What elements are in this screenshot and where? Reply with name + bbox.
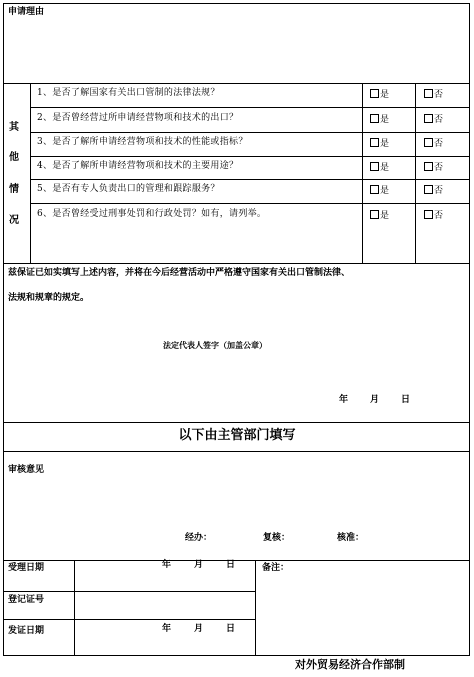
checkbox-icon (424, 138, 433, 147)
pledge-line-2: 法规和规章的规定。 (8, 293, 90, 303)
no-checkbox-2[interactable]: 否 (424, 114, 443, 125)
issue-date-day: 日 (226, 624, 236, 634)
yes-checkbox-1[interactable]: 是 (370, 89, 389, 100)
approve-label: 核准： (337, 533, 365, 543)
accept-date-day: 日 (226, 560, 236, 570)
reason-bottom-line (3, 83, 470, 84)
checkbox-icon (424, 89, 433, 98)
remarks-label: 备注： (262, 563, 290, 573)
checkbox-icon (370, 185, 379, 194)
accept-date-label: 受理日期 (8, 563, 45, 573)
bottom-label-divider (74, 560, 75, 656)
situation-label-char-3: 情 (9, 184, 19, 195)
yes-checkbox-5[interactable]: 是 (370, 185, 389, 196)
no-column-divider (415, 83, 416, 263)
checkbox-icon (424, 210, 433, 219)
dept-section-title: 以下由主管部门填写 (178, 428, 296, 443)
question-6: 6、是否曾经受过刑事处罚和行政处罚？如有，请列举。 (37, 209, 267, 219)
pledge-date-year: 年 (339, 395, 349, 405)
checkbox-icon (370, 138, 379, 147)
bottom-row-line-2 (3, 619, 256, 620)
issuer-footer: 对外贸易经济合作部制 (295, 658, 405, 671)
register-no-label: 登记证号 (8, 595, 45, 605)
no-checkbox-1[interactable]: 否 (424, 89, 443, 100)
reason-label: 申请理由 (8, 7, 45, 17)
situation-label-char-2: 他 (9, 152, 19, 163)
situation-label-char-4: 况 (9, 215, 19, 226)
pledge-date-month: 月 (370, 395, 380, 405)
checkbox-icon (370, 162, 379, 171)
handler-label: 经办： (185, 533, 213, 543)
pledge-line-1: 兹保证已如实填写上述内容，并将在今后经营活动中严格遵守国家有关出口管制法律、 (8, 268, 351, 278)
dept-title-bottom-line (3, 451, 470, 452)
checkbox-icon (424, 114, 433, 123)
yes-checkbox-2[interactable]: 是 (370, 114, 389, 125)
checkbox-icon (370, 210, 379, 219)
recheck-label: 复核： (263, 533, 291, 543)
frame-right (469, 3, 470, 656)
checkbox-icon (424, 162, 433, 171)
no-checkbox-6[interactable]: 否 (424, 210, 443, 221)
checkbox-icon (424, 185, 433, 194)
row-line-5 (30, 203, 470, 204)
situation-bottom-line (3, 263, 470, 264)
bottom-row-line-1 (3, 591, 256, 592)
issue-date-year: 年 (162, 624, 172, 634)
yes-column-divider (362, 83, 363, 263)
situation-label-divider (30, 83, 31, 263)
question-2: 2、是否曾经营过所申请经营物项和技术的出口？ (37, 113, 239, 123)
situation-label-char-1: 其 (9, 122, 19, 133)
checkbox-icon (370, 114, 379, 123)
no-checkbox-4[interactable]: 否 (424, 162, 443, 173)
frame-top (3, 3, 470, 4)
issue-date-label: 发证日期 (8, 626, 45, 636)
yes-checkbox-4[interactable]: 是 (370, 162, 389, 173)
pledge-date-day: 日 (401, 395, 411, 405)
remarks-divider (255, 560, 256, 656)
row-line-2 (30, 132, 470, 133)
signature-label: 法定代表人签字（加盖公章） (163, 341, 267, 350)
yes-checkbox-6[interactable]: 是 (370, 210, 389, 221)
no-checkbox-3[interactable]: 否 (424, 138, 443, 149)
yes-checkbox-3[interactable]: 是 (370, 138, 389, 149)
no-checkbox-5[interactable]: 否 (424, 185, 443, 196)
row-line-1 (30, 107, 470, 108)
question-3: 3、是否了解所申请经营物项和技术的性能或指标？ (37, 137, 248, 147)
question-1: 1、是否了解国家有关出口管制的法律法规？ (37, 88, 220, 98)
issue-date-month: 月 (194, 624, 204, 634)
checkbox-icon (370, 89, 379, 98)
accept-date-month: 月 (194, 560, 204, 570)
row-line-3 (30, 156, 470, 157)
review-label: 审核意见 (8, 465, 45, 475)
accept-date-year: 年 (162, 560, 172, 570)
pledge-bottom-line (3, 422, 470, 423)
row-line-4 (30, 179, 470, 180)
question-5: 5、是否有专人负责出口的管理和跟踪服务？ (37, 184, 220, 194)
frame-left (3, 3, 4, 656)
question-4: 4、是否了解所申请经营物项和技术的主要用途？ (37, 161, 239, 171)
